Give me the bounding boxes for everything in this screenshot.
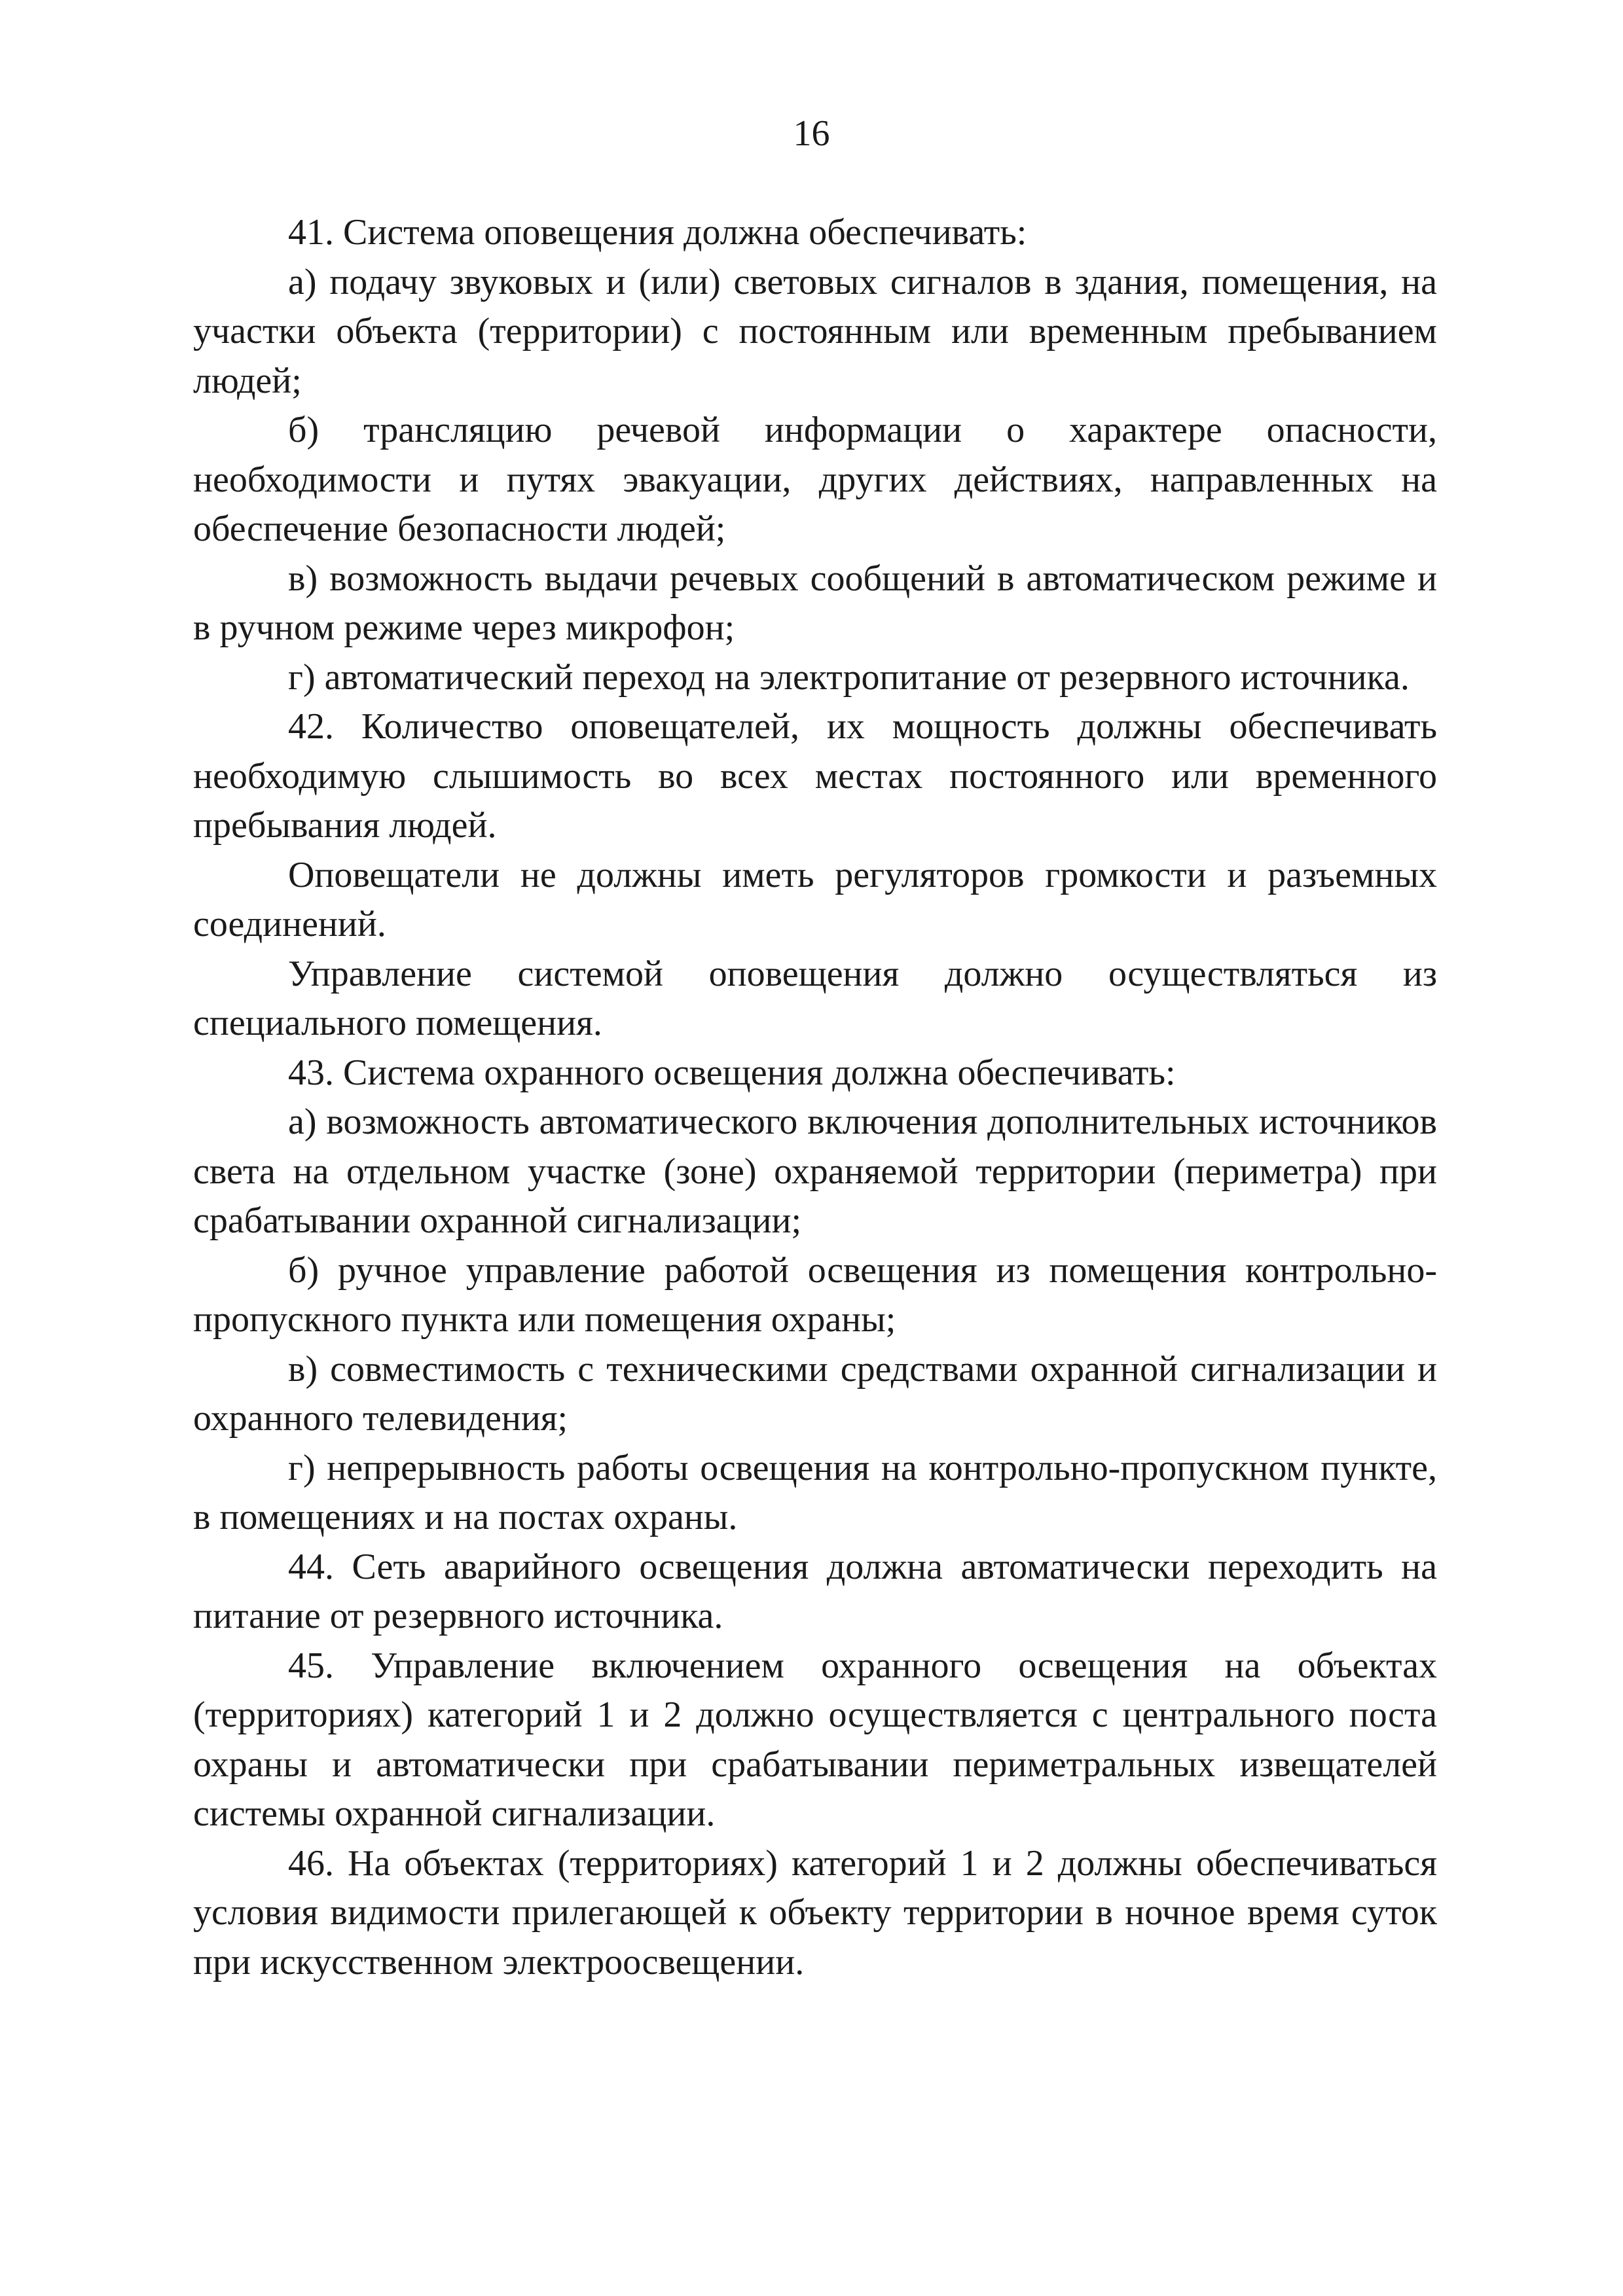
paragraph-44: 44. Сеть аварийного освещения должна автоматически переходить на питание от резервного источника. — [193, 1546, 1437, 1636]
paragraph-43-a: а) возможность автоматического включения дополнительных источников света на отдельном участке (зоне) охраняемой территории (периметра) при срабатывании охранной сигнализации; — [193, 1102, 1437, 1241]
paragraph-41-v: в) возможность выдачи речевых сообщений в автоматическом режиме и в ручном режиме через микрофон; — [193, 558, 1437, 648]
paragraph-42: 42. Количество оповещателей, их мощность должны обеспечивать необходимую слышимость во всех местах постоянного или временного пребывания людей. — [193, 706, 1437, 846]
paragraph-43-g: г) непрерывность работы освещения на контрольно-пропускном пункте, в помещениях и на постах охраны. — [193, 1447, 1437, 1537]
paragraph-43-b: б) ручное управление работой освещения из помещения контрольно-пропускного пункта или помещения охраны; — [193, 1249, 1437, 1340]
paragraph-42-control: Управление системой оповещения должно осуществляться из специального помещения. — [193, 953, 1437, 1043]
paragraph-46: 46. На объектах (территориях) категорий 1 и 2 должны обеспечиваться условия видимости прилегающей к объекту территории в ночное время суток при искусственном электроосвещении. — [193, 1842, 1437, 1982]
paragraph-41-g: г) автоматический переход на электропитание от резервного источника. — [288, 656, 1410, 698]
document-body — [193, 208, 1437, 1987]
page-number: 16 — [793, 113, 830, 154]
paragraph-43-v: в) совместимость с техническими средствами охранной сигнализации и охранного телевидения; — [193, 1348, 1437, 1439]
paragraph-43: 43. Система охранного освещения должна обеспечивать: — [288, 1052, 1176, 1093]
paragraph-41: 41. Система оповещения должна обеспечивать: — [288, 212, 1027, 253]
paragraph-45: 45. Управление включением охранного освещения на объектах (территориях) категорий 1 и 2 должно осуществляется с центрального поста охраны и автоматически при срабатывании периметральных извещателей системы охранной сигнализации. — [193, 1645, 1437, 1834]
paragraph-41-b: б) трансляцию речевой информации о характере опасности, необходимости и путях эвакуации, других действиях, направленных на обеспечение безопасности людей; — [193, 410, 1437, 549]
paragraph-42-notifiers: Оповещатели не должны иметь регуляторов громкости и разъемных соединений. — [193, 854, 1437, 944]
paragraph-41-a: а) подачу звуковых и (или) световых сигналов в здания, помещения, на участки объекта (территории) с постоянным или временным пребыванием людей; — [193, 261, 1437, 401]
